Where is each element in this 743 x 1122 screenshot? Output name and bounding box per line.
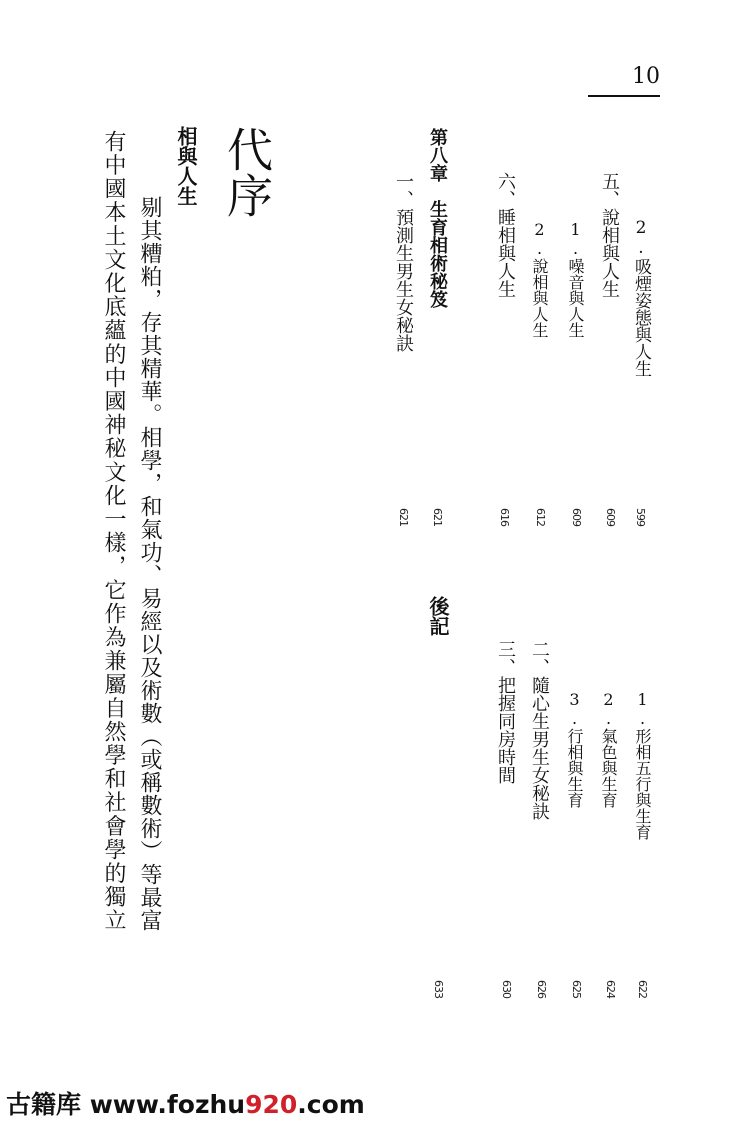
toc-afterword: 後記 — [426, 596, 450, 636]
toc-entry-page: 609 — [570, 508, 583, 526]
page-number-rule — [588, 95, 660, 97]
preface-title: 代序 — [220, 126, 274, 218]
toc-entry: 3.行相與生育 — [565, 690, 584, 808]
toc-entry-page: 621 — [431, 508, 444, 526]
toc-entry: 1.形相五行與生育 — [633, 690, 652, 840]
preface-text-line: 有中國本土文化底蘊的中國神秘文化一樣，它作為兼屬自然學和社會學的獨立 — [101, 130, 126, 933]
toc-entry: 三、把握同房時間 — [495, 640, 516, 784]
toc-entry: 五、說相與人生 — [599, 172, 620, 298]
toc-entry-page: 612 — [534, 508, 547, 526]
watermark — [0, 1088, 386, 1122]
page-number: 10 — [632, 64, 660, 89]
preface-subtitle: 相與人生 — [174, 126, 198, 206]
watermark-prefix: 古籍库 www.fozhu — [6, 1090, 246, 1119]
toc-entry: 2.氣色與生育 — [599, 690, 618, 808]
toc-entry: 1.噪音與人生 — [566, 220, 585, 338]
toc-entry-page: 626 — [535, 980, 548, 998]
toc-entry-page: 633 — [432, 980, 445, 998]
toc-entry-page: 609 — [604, 508, 617, 526]
toc-entry-page: 622 — [636, 980, 649, 998]
toc-entry: 二、隨心生男生女秘訣 — [529, 640, 550, 820]
toc-entry-page: 616 — [498, 508, 511, 526]
toc-entry: 一、預測生男生女秘訣 — [393, 172, 414, 352]
toc-entry-page: 621 — [397, 508, 410, 526]
watermark-suffix: .com — [297, 1090, 365, 1119]
toc-entry: 2.吸煙姿態與人生 — [631, 218, 651, 377]
toc-entry-page: 625 — [570, 980, 583, 998]
toc-entry: 2.說相與人生 — [530, 220, 549, 338]
toc-entry: 六、睡相與人生 — [495, 172, 516, 298]
toc-chapter: 第八章 生育相術秘笈 — [427, 128, 448, 308]
toc-entry-page: 624 — [604, 980, 617, 998]
preface-text-line: 剔其糟粕，存其精華。相學，和氣功、易經以及術數（或稱數術）等最富 — [137, 196, 162, 932]
toc-entry-page: 599 — [634, 508, 647, 526]
toc-entry-page: 630 — [500, 980, 513, 998]
watermark-accent: 920 — [245, 1090, 298, 1119]
